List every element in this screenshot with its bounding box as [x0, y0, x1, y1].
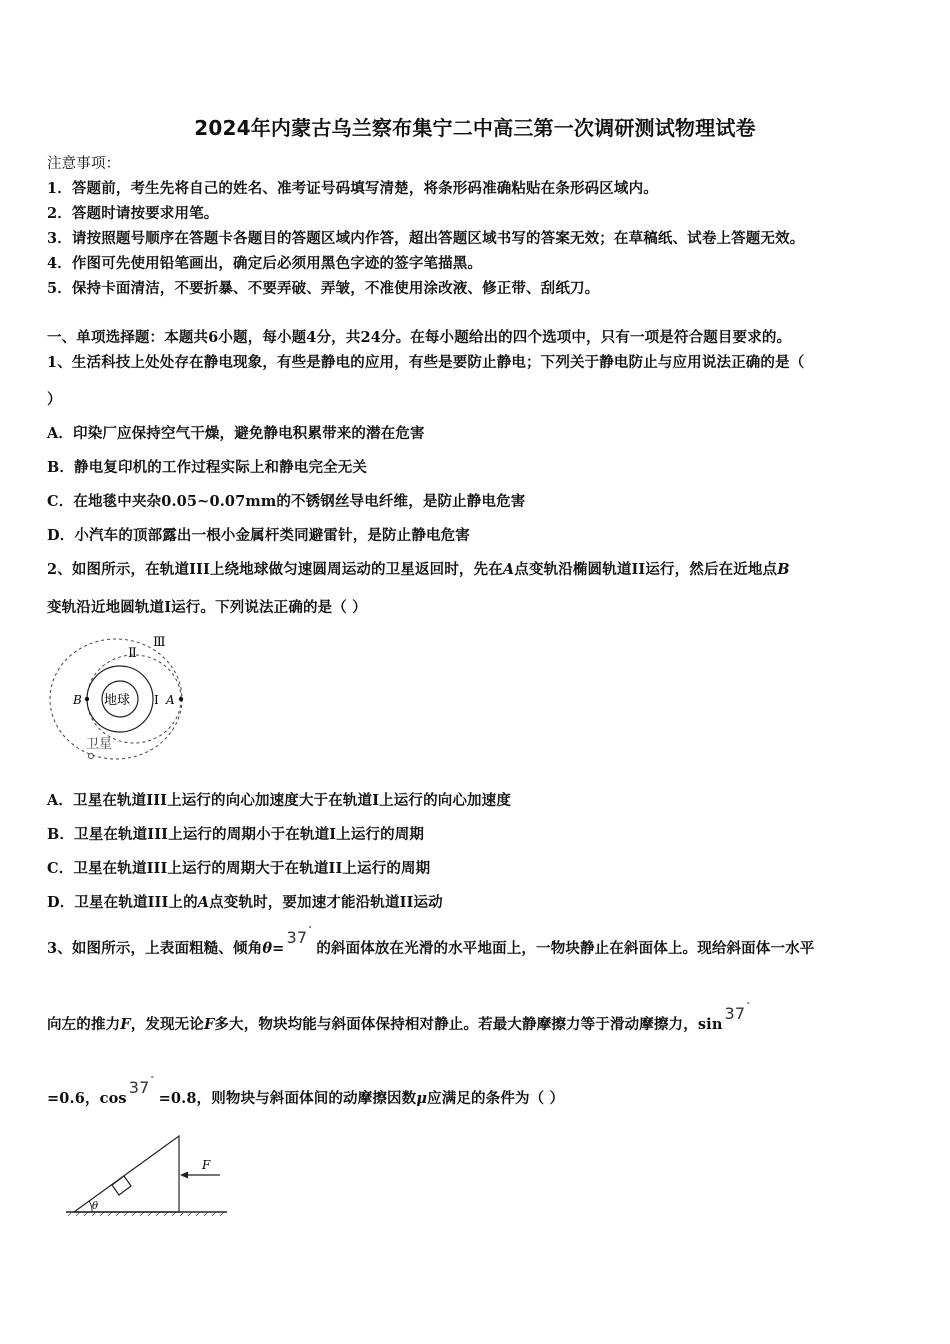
- question-2-stem-line2: 变轨沿近地圆轨道I运行。下列说法正确的是（ ）: [47, 599, 367, 616]
- question-1-stem-end: ）: [47, 391, 62, 408]
- force-label: F: [202, 1158, 211, 1172]
- point-b-label: B: [73, 693, 82, 707]
- stem-text: =0.6，cos: [47, 1090, 127, 1107]
- orbit-diagram: [48, 628, 198, 764]
- notice-heading: 注意事项：: [47, 156, 121, 172]
- question-1-option-b: B．静电复印机的工作过程实际上和静电完全无关: [47, 459, 368, 476]
- orbit-2-label: Ⅱ: [128, 646, 137, 661]
- sliding-block: [112, 1176, 131, 1195]
- incline-block: [74, 1136, 179, 1212]
- question-2-stem: [47, 558, 790, 579]
- notice-item: 3．请按照题号顺序在答题卡各题目的答题区域内作答，超出答题区域书写的答案无效；在草稿纸、试卷上答题无效。: [47, 230, 805, 247]
- question-2-option-c: C．卫星在轨道III上运行的周期大于在轨道II上运行的周期: [47, 860, 431, 877]
- question-3-stem-line2: [47, 1002, 754, 1034]
- question-1-option-d: D．小汽车的顶部露出一根小金属杆类同避雷针，是防止静电危害: [47, 527, 470, 544]
- stem-text: 3、如图所示，上表面粗糙、倾角: [47, 940, 263, 957]
- notice-item: 5．保持卡面清洁，不要折暴、不要弄破、弄皱，不准使用涂改液、修正带、刮纸刀。: [47, 280, 600, 297]
- angle-number: 37: [128, 1078, 150, 1097]
- point-a-label: A: [166, 693, 175, 707]
- force-symbol: F: [120, 1016, 131, 1033]
- degree-mark: ˚: [746, 1002, 751, 1011]
- stem-text: 应满足的条件为（ ）: [427, 1090, 565, 1107]
- question-2-option-b: B．卫星在轨道III上运行的周期小于在轨道I上运行的周期: [47, 826, 425, 843]
- option-text: D．卫星在轨道III上的: [47, 894, 198, 911]
- question-2-option-d: [47, 891, 443, 912]
- stem-text: ，发现无论: [130, 1016, 204, 1033]
- page-title: 2024年内蒙古乌兰察布集宁二中高三第一次调研测试物理试卷: [194, 116, 756, 140]
- question-1-option-a: A．印染厂应保持空气干燥，避免静电积累带来的潜在危害: [47, 425, 425, 442]
- point-a-dot: [179, 697, 183, 701]
- point-b-label: B: [777, 561, 790, 578]
- mu-symbol: μ: [416, 1090, 428, 1107]
- angle-value: [129, 1078, 155, 1097]
- degree-mark: ˚: [150, 1076, 155, 1085]
- satellite-icon: [89, 754, 94, 759]
- earth-label: 地球: [104, 693, 131, 708]
- incline-diagram: [62, 1130, 232, 1222]
- notice-item: 2．答题时请按要求用笔。: [47, 205, 219, 222]
- option-text: 点变轨时，要加速才能沿轨道II运动: [209, 894, 443, 911]
- orbit-1-label: I: [154, 693, 159, 707]
- force-symbol: F: [203, 1016, 215, 1033]
- theta-symbol: θ: [262, 940, 273, 957]
- point-a-label: A: [502, 561, 515, 578]
- question-2-option-a: A．卫星在轨道III上运行的向心加速度大于在轨道I上运行的向心加速度: [47, 792, 511, 809]
- section-heading: 一、单项选择题：本题共6小题，每小题4分，共24分。在每小题给出的四个选项中，只有一项是符合题目要求的。: [47, 329, 792, 346]
- degree-mark: ˚: [308, 926, 313, 935]
- point-a-label: A: [197, 894, 210, 911]
- satellite-label: 卫星: [86, 737, 113, 752]
- theta-label: θ: [92, 1201, 99, 1212]
- orbit-3-label: Ⅲ: [153, 635, 166, 650]
- stem-text: 的斜面体放在光滑的水平地面上，一物块静止在斜面体上。现给斜面体一水平: [316, 940, 815, 957]
- equals-sign: =: [272, 940, 285, 957]
- stem-text: 点变轨沿椭圆轨道II运行，然后在近地点: [514, 561, 778, 578]
- angle-number: 37: [286, 928, 308, 947]
- notice-item: 4．作图可先使用铅笔画出，确定后必须用黑色字迹的签字笔描黑。: [47, 255, 483, 272]
- question-3-stem-line3: [47, 1076, 565, 1108]
- question-1-option-c: C．在地毯中夹杂0.05~0.07mm的不锈钢丝导电纤维，是防止静电危害: [47, 493, 526, 510]
- point-b-dot: [85, 697, 89, 701]
- stem-text: 向左的推力: [47, 1016, 121, 1033]
- force-arrow-head: [180, 1172, 188, 1179]
- angle-number: 37: [724, 1004, 746, 1023]
- stem-text: 多大，物块均能与斜面体保持相对静止。若最大静摩擦力等于滑动摩擦力，sin: [214, 1016, 723, 1033]
- angle-value: [286, 928, 312, 947]
- stem-text: =0.8，则物块与斜面体间的动摩擦因数: [158, 1090, 417, 1107]
- angle-value: [725, 1004, 751, 1023]
- stem-text: 2、如图所示，在轨道III上绕地球做匀速圆周运动的卫星返回时，先在: [47, 561, 503, 578]
- question-1-stem: 1、生活科技上处处存在静电现象，有些是静电的应用，有些是要防止静电；下列关于静电防止与应用说法正确的是（: [47, 354, 805, 371]
- question-3-stem: [47, 926, 815, 958]
- notice-item: 1．答题前，考生先将自己的姓名、准考证号码填写清楚，将条形码准确粘贴在条形码区域内。: [47, 180, 658, 197]
